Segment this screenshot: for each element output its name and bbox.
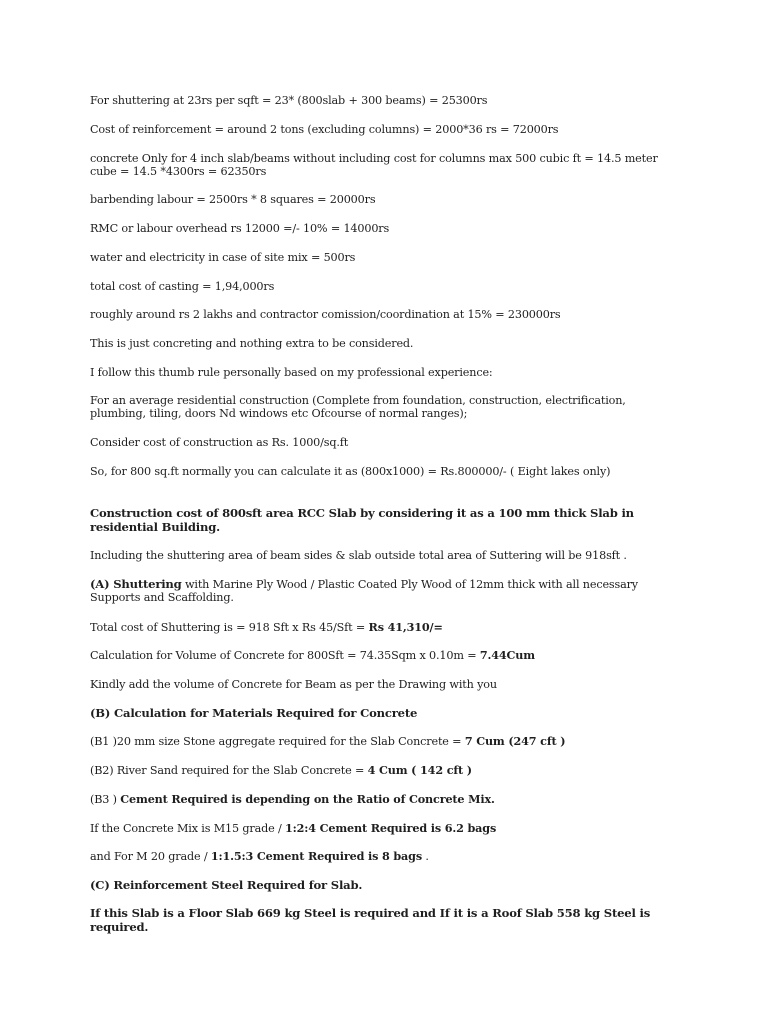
contractor-commission-line: roughly around rs 2 lakhs and contractor comission/coordination at 15% = 230000rs <box>90 308 561 321</box>
barbending-labour-line: barbending labour = 2500rs * 8 squares = 20000rs <box>90 193 376 206</box>
m15-value: 1:2:4 Cement Required is 6.2 bags <box>285 821 497 835</box>
shuttering-spec-line <box>90 577 680 604</box>
residential-construction-line: For an average residential construction (Complete from foundation, construction, electrification, plumbing, tiling, doors Nd windows etc Ofcourse of normal ranges); <box>90 394 626 420</box>
m15-cement-line <box>90 822 680 835</box>
beam-volume-note: Kindly add the volume of Concrete for Beam as per the Drawing with you <box>90 678 497 691</box>
water-electricity-line: water and electricity in case of site mix = 500rs <box>90 251 356 264</box>
thumb-rule-line: I follow this thumb rule personally based on my professional experience: <box>90 366 493 379</box>
concrete-volume-line <box>90 649 680 662</box>
shuttering-cost-line: For shuttering at 23rs per sqft = 23* (800slab + 300 beams) = 25300rs <box>90 94 488 107</box>
total-shuttering-line <box>90 621 680 634</box>
shuttering-area-line: Including the shuttering area of beam sides & slab outside total area of Suttering will be 918sft . <box>90 549 627 562</box>
materials-heading: (B) Calculation for Materials Required for Concrete <box>90 706 418 720</box>
shuttering-label: (A) Shuttering <box>90 577 182 591</box>
total-shuttering-value: Rs 41,310/= <box>368 620 443 634</box>
concrete-volume-value: 7.44Cum <box>479 648 535 662</box>
sand-text: (B2) River Sand required for the Slab Concrete = <box>90 764 368 777</box>
concreting-note-line: This is just concreting and nothing extra to be considered. <box>90 337 414 350</box>
total-calculation-line: So, for 800 sq.ft normally you can calculate it as (800x1000) = Rs.800000/- ( Eight lakes only) <box>90 465 611 478</box>
steel-requirement-line: If this Slab is a Floor Slab 669 kg Steel is required and If it is a Roof Slab 558 kg Steel is required. <box>90 906 651 934</box>
m20-cement-line <box>90 850 680 863</box>
steel-heading: (C) Reinforcement Steel Required for Slab. <box>90 878 363 892</box>
m20-text: and For M 20 grade / <box>90 850 211 863</box>
total-casting-line: total cost of casting = 1,94,000rs <box>90 280 275 293</box>
concrete-volume-text: Calculation for Volume of Concrete for 800Sft = 74.35Sqm x 0.10m = <box>90 649 480 662</box>
section-heading: Construction cost of 800sft area RCC Slab by considering it as a 100 mm thick Slab in residential Building. <box>90 506 634 534</box>
aggregate-text: (B1 )20 mm size Stone aggregate required for the Slab Concrete = <box>90 735 465 748</box>
cement-ratio-line <box>90 793 680 806</box>
concrete-cost-line: concrete Only for 4 inch slab/beams without including cost for columns max 500 cubic ft = 14.5 meter cube = 14.5 *4300rs = 62350rs <box>90 152 658 178</box>
m20-value: 1:1.5:3 Cement Required is 8 bags <box>210 849 422 863</box>
m15-text: If the Concrete Mix is M15 grade / <box>90 822 286 835</box>
aggregate-value: 7 Cum (247 cft ) <box>464 734 566 748</box>
m20-tail: . <box>421 850 429 863</box>
total-shuttering-text: Total cost of Shuttering is = 918 Sft x Rs 45/Sft = <box>90 621 369 634</box>
sand-value: 4 Cum ( 142 cft ) <box>367 763 472 777</box>
cost-per-sqft-line: Consider cost of construction as Rs. 1000/sq.ft <box>90 436 349 449</box>
shuttering-spec-text: with Marine Ply Wood / Plastic Coated Ply Wood of 12mm thick with all necessary Supports and Scaffolding. <box>90 578 638 604</box>
cement-ratio-text: Cement Required is depending on the Ratio of Concrete Mix. <box>120 792 495 806</box>
sand-line <box>90 764 680 777</box>
document-page <box>90 0 680 1024</box>
rmc-overhead-line: RMC or labour overhead rs 12000 =/- 10% = 14000rs <box>90 222 390 235</box>
cement-ratio-label: (B3 ) <box>90 793 121 806</box>
reinforcement-cost-line: Cost of reinforcement = around 2 tons (excluding columns) = 2000*36 rs = 72000rs <box>90 123 559 136</box>
aggregate-line <box>90 735 680 748</box>
